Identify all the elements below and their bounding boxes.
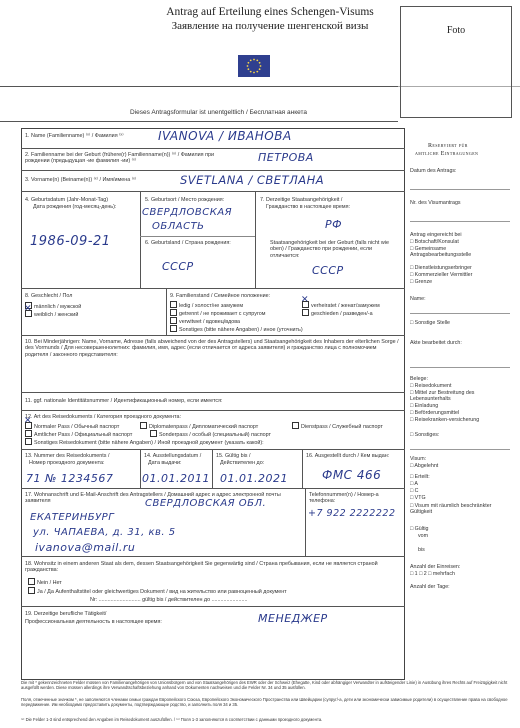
footer-note-ru: Поля, отмеченные значком *, не заполняются членами семьи граждан Европейского Союза, Европейского Экономического Пространства или Швейцарии (супруг/-а, дети или экономически зависимые родители) в осуществление права на свободное передвижение. Им необходимо предоставить документы, подтверждающие родство, и заполнить поля 34 и 35. bbox=[21, 697, 508, 707]
reserved-item: □ Grenze bbox=[410, 279, 433, 285]
field-14-issue-date[interactable]: 01.01.2011 bbox=[142, 472, 210, 485]
header-rule bbox=[0, 86, 398, 87]
reserved-item: Anzahl der Einreisen: bbox=[410, 564, 461, 570]
reserved-item: □ Erteilt: bbox=[410, 474, 430, 480]
field-17-label: 17. Wohnanschrift und E-Mail-Anschrift des Antragstellers / Домашний адрес и адрес электронной почты заявителя bbox=[25, 492, 281, 505]
reserved-item: □ Reisedokument bbox=[410, 383, 452, 389]
reserved-title-a: Reserviert für bbox=[428, 143, 468, 149]
field-19-occupation[interactable]: МЕНЕДЖЕР bbox=[258, 612, 328, 625]
reserved-item: □ Einladung bbox=[410, 403, 439, 409]
field-1-label: 1. Name (Familienname) ⁽ˣ⁾ / Фамилия ⁽ˣ⁾ bbox=[25, 133, 124, 139]
field-13-label-a: 13. Nummer des Reisedokuments / bbox=[25, 453, 110, 459]
reserved-item: Visum: bbox=[410, 456, 427, 462]
reserved-item: Belege: bbox=[410, 376, 428, 382]
field-18-label: 18. Wohnsitz in einem anderen Staat als dem, dessen Staatsangehörigkeit Sie gegenwärtig sind / Страна пребывания, если не является страной гражданства: bbox=[25, 561, 378, 574]
field-4-birth-date[interactable]: 1986-09-21 bbox=[30, 234, 111, 249]
photo-label: Foto bbox=[446, 25, 466, 36]
reserved-item: □ Dienstleistungserbringer bbox=[410, 265, 472, 271]
reserved-item: Akte bearbeitet durch: bbox=[410, 340, 462, 346]
reserved-item: □ Mittel zur Bestreitung des Lebensunterhalts bbox=[410, 390, 475, 403]
field-12-normal[interactable]: ✕Normaler Pass / Обычный паспорт bbox=[25, 422, 119, 430]
reserved-item: □ 1 □ 2 □ mehrfach bbox=[410, 571, 455, 577]
footer-note-de: Die mit * gekennzeichneten Felder müssen von Familienangehörigen von Unionsbürgern und von Staatsangehörigen des EWR oder der Schweiz (Ehegatte, Kind oder abhängiger Verwandter in aufsteigender Linie) in Ausübung ihres Rechts auf Freizügigkeit nicht ausgefüllt werden. Diese müssen allerdings ihre Verwandtschaftsbeziehung anhand von Dokumenten nachweisen und die Felder Nr. 34 und 35 ausfüllen. bbox=[21, 680, 508, 690]
field-12-other[interactable]: Sonstiges Reisedokument (bitte nähere Angaben) / Иной проездной документ (указать какой): bbox=[25, 438, 264, 446]
field-9-married[interactable]: ✕verheiratet / женат/замужем bbox=[302, 301, 380, 309]
footer-note-fields: ⁽ˣ⁾ Die Felder 1-3 sind entsprechend den Angaben im Reisedokument auszufüllen. / ⁽ˣ⁾ Поля 1-3 заполняются в соответствии с данными проездного документа. bbox=[21, 717, 323, 722]
field-18-nr: Nr: ............................ gültig bis / действителен до ........................ bbox=[90, 597, 248, 603]
field-7-label-b: Гражданство в настоящее время: bbox=[266, 204, 351, 210]
reserved-item: □ Sonstiges: bbox=[410, 432, 440, 438]
reserved-item: □ Gemeinsame Antragsbearbeitungsstelle bbox=[410, 246, 472, 259]
field-15-label-b: Действителен до: bbox=[220, 460, 265, 466]
field-7-nationality[interactable]: РФ bbox=[325, 218, 343, 231]
field-8-male[interactable]: männlich / мужской bbox=[25, 302, 81, 310]
reserved-item: □ Reisekranken-versicherung bbox=[410, 417, 480, 423]
field-3-first-name[interactable]: SVETLANA / СВЕТЛАНА bbox=[180, 173, 325, 187]
field-14-label-b: Дата выдачи: bbox=[148, 460, 182, 466]
field-9-widowed[interactable]: verwitwet / вдовец/вдова bbox=[170, 317, 240, 325]
field-9-label: 9. Familienstand / Семейное положение: bbox=[170, 293, 271, 299]
field-16-issued-by[interactable]: ФМС 466 bbox=[322, 468, 382, 482]
field-13-passport-number[interactable]: 71 № 1234567 bbox=[26, 472, 114, 485]
field-18-yes[interactable]: Ja / Да Aufenthaltstitel oder gleichwertiges Dokument / вид на жительство или равноценный документ bbox=[28, 587, 287, 595]
reserved-item: □ Gültig bbox=[410, 526, 429, 532]
field-6-birth-country[interactable]: СССР bbox=[162, 260, 194, 273]
field-5-label: 5. Geburtsort / Место рождения: bbox=[145, 197, 225, 203]
reserved-item: Name: bbox=[410, 296, 426, 302]
field-11-label: 11. ggf. nationale Identitätsnummer / Идентификационный номер, если имеется: bbox=[25, 398, 223, 404]
reserved-item: Datum des Antrags: bbox=[410, 168, 457, 174]
field-9-single[interactable]: ledig / холост/не замужем bbox=[170, 301, 243, 309]
field-2-label: 2. Familienname bei der Geburt (frühere(r) Familienname(n)) ⁽ˣ⁾ / Фамилия при рождении (предыдущая -ие фамилия -ии) ⁽ˣ⁾ bbox=[25, 152, 215, 165]
field-6-label: 6. Geburtsland / Страна рождения: bbox=[145, 240, 231, 246]
field-9-divorced[interactable]: geschieden / разведен/-а bbox=[302, 309, 373, 317]
field-18-no[interactable]: Nein / Нет bbox=[28, 578, 62, 586]
field-7-label-c: Staatsangehörigkeit bei der Geburt (falls nicht wie oben) / Гражданство при рождении, если отличается: bbox=[270, 240, 389, 259]
field-13-label-b: Номер проездного документа: bbox=[29, 460, 105, 466]
reserved-item: □ Abgelehnt bbox=[410, 463, 439, 469]
field-5-birth-place-a[interactable]: СВЕРДЛОВСКАЯ bbox=[142, 207, 233, 218]
field-7-label-a: 7. Derzeitige Staatsangehörigkeit / bbox=[260, 197, 343, 203]
field-17-email[interactable]: ivanova@mail.ru bbox=[35, 541, 136, 554]
field-1-surname[interactable]: IVANOVA / ИВАНОВА bbox=[158, 129, 292, 143]
field-15-label-a: 15. Gültig bis / bbox=[216, 453, 251, 459]
field-9-separated[interactable]: getrennt / не проживает с супругом bbox=[170, 309, 266, 317]
field-7-birth-nationality[interactable]: СССР bbox=[312, 264, 344, 277]
field-12-service[interactable]: Dienstpass / Служебный паспорт bbox=[292, 422, 383, 430]
field-17-tel-value[interactable]: +7 922 2222222 bbox=[308, 508, 396, 519]
field-4-label-b: Дата рождения (год-месяц-день): bbox=[33, 204, 117, 210]
field-17-address-line1[interactable]: СВЕРДЛОВСКАЯ ОБЛ. bbox=[145, 498, 267, 509]
field-17-address-line3[interactable]: ул. ЧАПАЕВА, д. 31, кв. 5 bbox=[33, 527, 176, 538]
reserved-item: □ VTG bbox=[410, 495, 426, 501]
header-title-de: Antrag auf Erteilung eines Schengen-Visums bbox=[166, 6, 374, 18]
field-19-label-a: 19. Derzeitige berufliche Tätigkeit/ bbox=[25, 611, 107, 617]
field-16-label: 16. Ausgestellt durch / Кем выдан: bbox=[306, 453, 390, 459]
photo-box bbox=[400, 6, 512, 118]
field-4-label-a: 4. Geburtsdatum (Jahr-Monat-Tag) bbox=[25, 197, 108, 203]
reserved-item: □ Sonstige Stelle bbox=[410, 320, 451, 326]
reserved-item: □ Beförderungsmittel bbox=[410, 410, 460, 416]
female-checkbox[interactable] bbox=[25, 310, 32, 317]
reserved-item: bis bbox=[418, 547, 425, 553]
field-9-other[interactable]: Sonstiges (bitte nähere Angaben) / иное (уточнить) bbox=[170, 325, 303, 333]
field-8-female[interactable]: ✕weiblich / женский bbox=[25, 310, 78, 318]
field-19-label-b: Профессиональная деятельность в настоящее время: bbox=[25, 619, 162, 625]
field-5-birth-place-b[interactable]: ОБЛАСТЬ bbox=[152, 221, 205, 232]
field-12-diplomatic[interactable]: Diplomatenpass / Дипломатический паспорт bbox=[140, 422, 258, 430]
reserved-title-b: amtliche Eintragungen bbox=[415, 151, 479, 157]
field-14-label-a: 14. Ausstellungsdatum / bbox=[144, 453, 202, 459]
reserved-item: □ Kommerzieller Vermittler bbox=[410, 272, 473, 278]
reserved-item: Anzahl der Tage: bbox=[410, 584, 450, 590]
field-3-label: 3. Vorname(n) (Beiname(n)) ⁽ˣ⁾ / Имя/имена ⁽ˣ⁾ bbox=[25, 177, 137, 183]
reserved-item: □ Botschaft/Konsulat bbox=[410, 239, 459, 245]
free-note: Dieses Antragsformular ist unentgeltlich / Бесплатная анкета bbox=[130, 109, 308, 116]
eu-flag-icon bbox=[238, 55, 270, 77]
free-note-rule bbox=[0, 121, 398, 122]
reserved-item: Nr. des Visumantrags bbox=[410, 200, 461, 206]
reserved-item: □ A bbox=[410, 481, 418, 487]
reserved-item: Antrag eingereicht bei bbox=[410, 232, 462, 238]
reserved-item: □ C bbox=[410, 488, 419, 494]
field-10-label: 10. Bei Minderjährigen: Name, Vorname, Adresse (falls abweichend von der des Antragstellers) und Staatsangehörigkeit des Inhabers der elterlichen Sorge / des Vormunds / Для несовершеннолетних: фамилия, имя, адрес (если отличается от адреса заявителя) и гражданство лица с полномочием родителя / законного представителя: bbox=[25, 339, 399, 358]
field-17-address-line2[interactable]: ЕКАТЕРИНБУРГ bbox=[30, 512, 115, 523]
field-12-special[interactable]: Sonderpass / особый (специальный) паспорт bbox=[150, 430, 271, 438]
field-2-birth-name[interactable]: ПЕТРОВА bbox=[258, 151, 314, 164]
field-17-tel-label: Telefonnummer(n) / Номер-а телефона: bbox=[309, 492, 379, 505]
field-8-label: 8. Geschlecht / Пол bbox=[25, 293, 73, 299]
reserved-item: □ Visum mit räumlich beschränkter Gültigkeit bbox=[410, 503, 492, 516]
header-title-ru: Заявление на получение шенгенской визы bbox=[171, 20, 369, 32]
field-12-official[interactable]: Amtlicher Pass / Официальный паспорт bbox=[25, 430, 132, 438]
reserved-item: vom bbox=[418, 533, 429, 539]
field-15-valid-until[interactable]: 01.01.2021 bbox=[220, 472, 288, 485]
field-12-label: 12. Art des Reisedokuments / Категория проездного документа: bbox=[25, 414, 182, 420]
